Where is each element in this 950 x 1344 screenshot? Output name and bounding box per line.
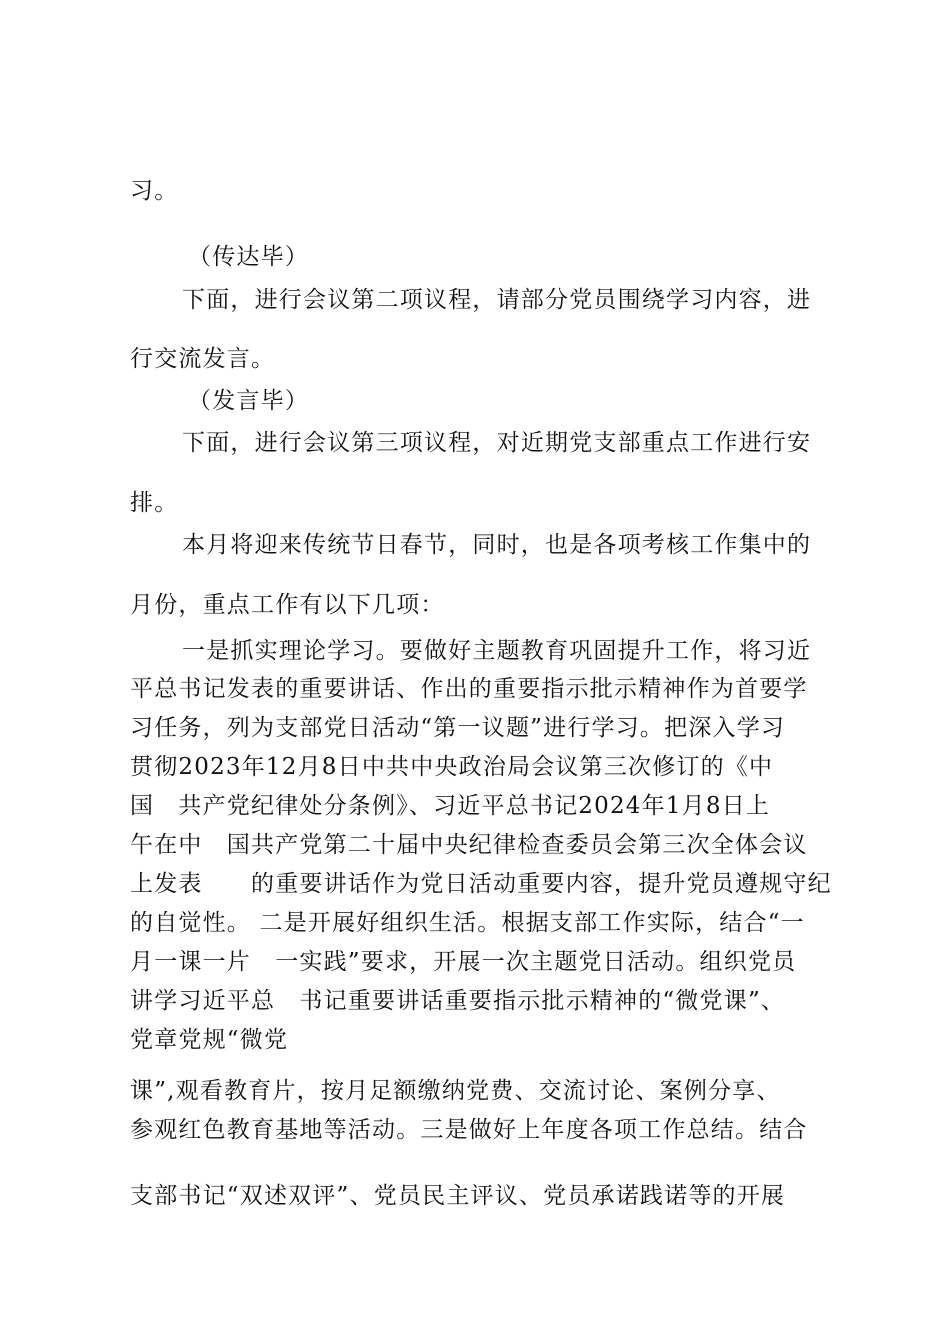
text-line: 习任务，列为支部党日活动“第一议题”进行学习。把深入学习 [130, 715, 786, 741]
text-line: 月份，重点工作有以下几项： [130, 592, 445, 618]
text-line: 贯彻2023年12月8日中共中央政治局会议第三次修订的《中 [130, 754, 774, 780]
text-line: 一是抓实理论学习。要做好主题教育巩固提升工作，将习近 [182, 638, 812, 664]
text-line: 行交流发言。 [130, 346, 276, 372]
text-line: 下面，进行会议第三项议程，对近期党支部重点工作进行安 [182, 430, 812, 456]
text-line: 党章党规“微党 [130, 1027, 289, 1053]
text-line: 讲学习近平总 书记重要讲话重要指示批示精神的“微党课”、 [130, 988, 786, 1014]
text-line: （传达毕） [188, 244, 309, 270]
text-line: （发言毕） [188, 388, 309, 414]
text-line: 的自觉性。 二是开展好组织生活。根据支部工作实际，结合“一 [130, 910, 805, 936]
text-line: 参观红色教育基地等活动。三是做好上年度各项工作总结。结合 [130, 1117, 808, 1143]
text-line: 国 共产党纪律处分条例》、习近平总书记2024年1月8日上 [130, 793, 771, 819]
text-line: 课”,观看教育片，按月足额缴纳党费、交流讨论、案例分享、 [130, 1078, 781, 1104]
text-line: 下面，进行会议第二项议程，请部分党员围绕学习内容，进 [182, 287, 812, 313]
text-line: 习。 [130, 178, 179, 204]
text-line: 午在中 国共产党第二十届中央纪律检查委员会第三次全体会议 [130, 832, 808, 858]
text-line: 排。 [130, 490, 179, 516]
text-line: 本月将迎来传统节日春节，同时，也是各项考核工作集中的 [182, 532, 812, 558]
text-line: 月一课一片 一实践”要求，开展一次主题党日活动。组织党员 [130, 949, 797, 975]
text-line: 上发表 的重要讲话作为党日活动重要内容，提升党员遵规守纪 [130, 871, 832, 897]
text-line: 支部书记“双述双评”、党员民主评议、党员承诺践诺等的开展 [130, 1183, 786, 1209]
text-line: 平总书记发表的重要讲话、作出的重要指示批示精神作为首要学 [130, 676, 808, 702]
